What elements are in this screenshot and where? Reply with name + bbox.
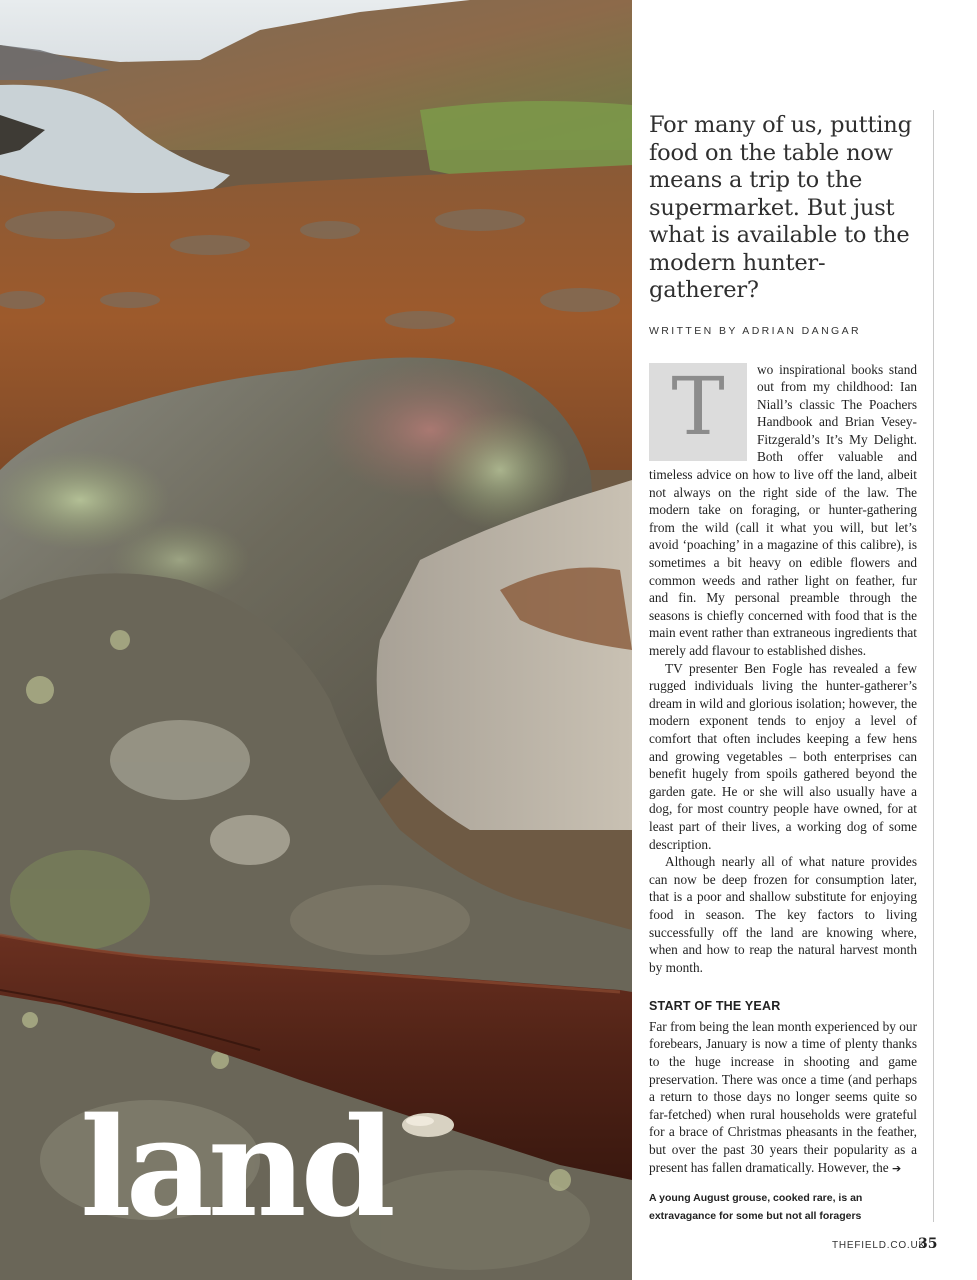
section-headword: land [80, 1088, 390, 1248]
paragraph: Although nearly all of what nature provides can now be deep frozen for consumption later, that is a poor and shallow substitute for enjoying food in season. The key factors to living successfully off the land are knowing where, when and how to reap the natural harvest month by month. [649, 854, 917, 975]
byline: WRITTEN BY ADRIAN DANGAR [649, 324, 862, 337]
column-divider [933, 110, 934, 1222]
article-column [649, 112, 917, 1177]
paragraph: TV presenter Ben Fogle has revealed a few rugged individuals living the hunter-gatherer’s dream in wild and glorious isolation; however, the modern exponent tends to enjoy a level of comfort that often includes keeping a few hens and growing vegetables – both enterprises can benefit hugely from spoils gathered beyond the garden gate. He or she will also usually have a dog, for most country people have owned, for at least part of their lives, a working dog of some description. [649, 660, 917, 852]
paragraph-text: Far from being the lean month experienced by our forebears, January is now a time of plenty thanks to the huge increase in shooting and game preservation. There was once a time (and perhaps a return to those days no longer seems quite so far-fetched) when rural households were grateful for a brace of Christmas pheasants in the feather, but over the past 30 years their popularity as a present has fallen dramatically. However, the [649, 1018, 917, 1175]
site-url: THEFIELD.CO.UK [832, 1240, 926, 1251]
paragraph-text: wo inspirational books stand out from my childhood: Ian Niall’s classic The Poachers Handbook and Brian Vesey-Fitzgerald’s It’s My Delight. Both offer valuable and timeless advice on how to live off the land, albeit not always on the right side of the law. The modern take on foraging, or hunter-gathering from the wild (call it what you will, but let’s avoid ‘poaching’ in a magazine of this calibre), is sometimes a bit heavy on edible flowers and common weeds and rather light on feather, fur and fin. My personal preamble through the seasons is chiefly concerned with food that is the main event rather than extraneous ingredients that merely add flavour to established dishes. [649, 361, 917, 658]
photo-caption: A young August grouse, cooked rare, is an extravagance for some but not all foragers [649, 1192, 863, 1222]
paragraph [649, 1018, 917, 1177]
section-subhead: START OF THE YEAR [649, 999, 781, 1014]
drop-cap: T [649, 363, 747, 461]
article-body [649, 361, 917, 1178]
standfirst: For many of us, putting food on the table now means a trip to the supermarket. But just what is available to the modern hunter-gatherer? [649, 112, 912, 303]
paragraph [649, 361, 917, 660]
continue-arrow-icon: ➔ [892, 1161, 902, 1175]
page-number: 35 [918, 1236, 938, 1252]
